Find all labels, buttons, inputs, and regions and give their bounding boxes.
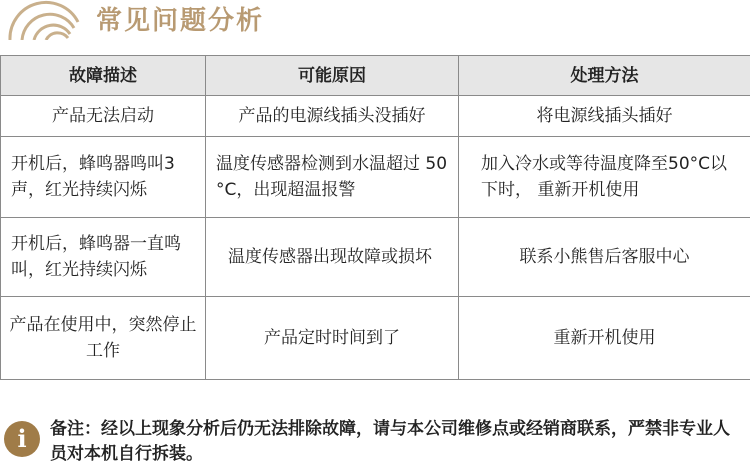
info-icon: i	[4, 421, 40, 457]
table-row	[1, 218, 750, 297]
fault-cell: 开机后，蜂鸣器鸣叫3 声，红光持续闪烁	[1, 137, 206, 218]
logo-icon	[0, 0, 80, 40]
cause-cell: 温度传感器检测到水温超过 50 °C，出现超温报警	[206, 137, 459, 218]
note-section	[0, 417, 750, 467]
note-text: 备注：经以上现象分析后仍无法排除故障，请与本公司维修点或经销商联系，严禁非专业人员对本机自行拆装。	[50, 419, 730, 464]
faq-table	[0, 55, 750, 380]
solution-cell: 加入冷水或等待温度降至50°C以下时， 重新开机使用	[459, 137, 750, 218]
column-header-fault: 故障描述	[1, 56, 206, 96]
solution-cell: 将电源线插头插好	[459, 96, 750, 137]
cause-cell: 温度传感器出现故障或损坏	[206, 218, 459, 297]
solution-cell: 重新开机使用	[459, 297, 750, 380]
fault-cell: 产品无法启动	[1, 96, 206, 137]
cause-cell: 产品定时时间到了	[206, 297, 459, 380]
table-header-row	[1, 56, 750, 96]
column-header-solution: 处理方法	[459, 56, 750, 96]
page-title: 常见问题分析	[96, 6, 265, 36]
solution-cell: 联系小熊售后客服中心	[459, 218, 750, 297]
fault-cell: 产品在使用中，突然停止工作	[1, 297, 206, 380]
page-header	[0, 0, 750, 46]
fault-cell: 开机后，蜂鸣器一直鸣叫，红光持续闪烁	[1, 218, 206, 297]
table-row	[1, 96, 750, 137]
cause-cell: 产品的电源线插头没插好	[206, 96, 459, 137]
table-row	[1, 137, 750, 218]
column-header-cause: 可能原因	[206, 56, 459, 96]
table-row	[1, 297, 750, 380]
